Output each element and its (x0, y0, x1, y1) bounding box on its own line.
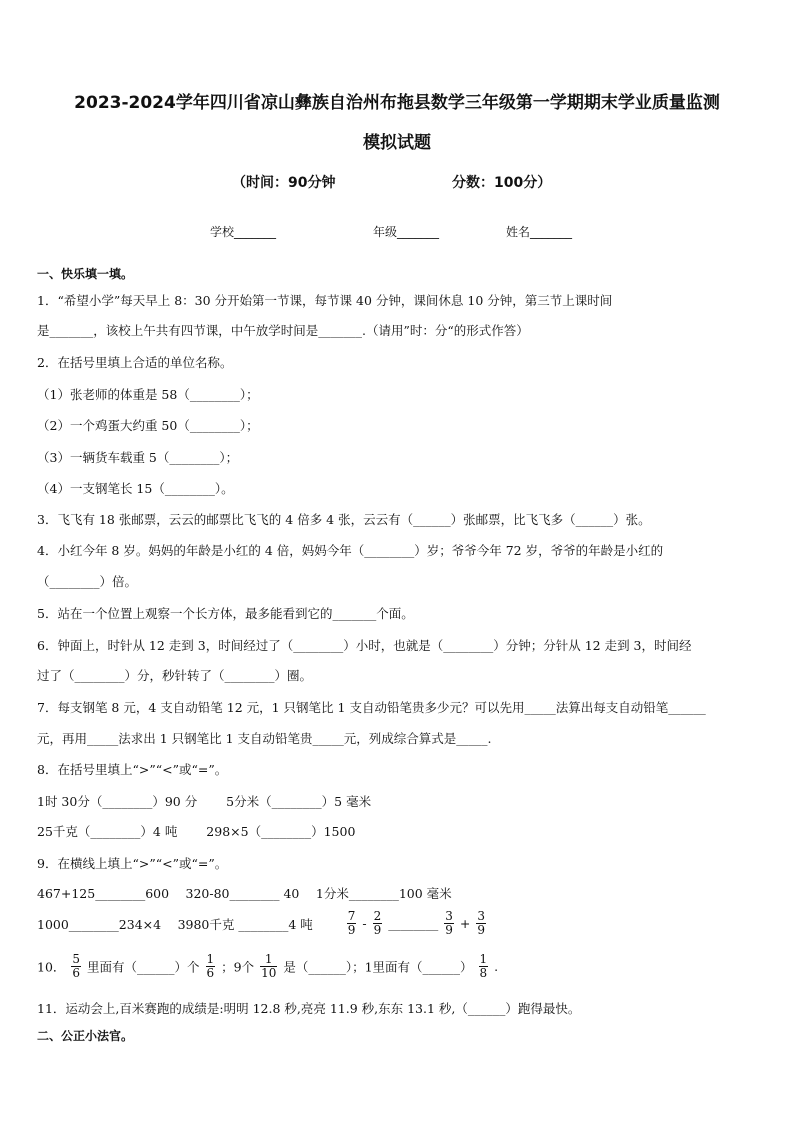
grade-field[interactable]: 年级_______ (373, 225, 440, 239)
fraction-1-8: $\frac{1}{8}$ (479, 952, 488, 980)
total-score: 分数：100分） (452, 175, 552, 191)
question-2-part-1: （1）张老师的体重是 58（________）； (37, 387, 259, 402)
fraction-3-9-b: $\frac{3}{9}$ (477, 909, 485, 937)
question-10-text-2: ；9个 (221, 959, 255, 975)
question-3: 3．飞飞有 18 张邮票，云云的邮票比飞飞的 4 倍多 4 张，云云有（______）张邮票，比飞飞多（______）张。 (37, 512, 651, 527)
fraction-7-9: $\frac{7}{9}$ (347, 909, 356, 937)
question-11: 11．运动会上,百米赛跑的成绩是:明明 12.8 秒,亮亮 11.9 秒,东东 13.1 秒,（______）跑得最快。 (37, 1001, 581, 1016)
fraction-1-10: $\frac{1}{10}$ (261, 952, 277, 980)
question-2-part-2: （2）一个鸡蛋大约重 50（________）； (37, 418, 259, 433)
question-7-line-2: 元，再用_____法求出 1 只钢笔比 1 支自动铅笔贵_____元，列成综合算式是_____. (37, 731, 492, 746)
fraction-5-6: $\frac{5}{6}$ (72, 952, 81, 980)
question-10-number: 10． (37, 959, 66, 975)
question-1-line-1: 1．“希望小学”每天早上 8：30 分开始第一节课，每节课 40 分钟，课间休息 10 分钟，第三节上课时间 (37, 293, 613, 308)
school-field[interactable]: 学校_______ (210, 225, 277, 239)
name-field[interactable]: 姓名_______ (506, 225, 573, 239)
minus-sign: - (362, 916, 367, 931)
section-heading-2: 二、公正小法官。 (37, 1029, 134, 1043)
fraction-2-9: $\frac{2}{9}$ (373, 909, 382, 937)
question-9-row-2-text: 1000________234×4 3980千克 ________4 吨 (37, 916, 313, 932)
question-8: 8．在括号里填上“>”“<”或“=”。 (37, 762, 228, 777)
page-title: 2023-2024学年四川省凉山彝族自治州布拖县数学三年级第一学期期末学业质量监测 (74, 93, 720, 113)
question-2-part-4: （4）一支钢笔长 15（________）。 (37, 481, 234, 496)
question-2: 2．在括号里填上合适的单位名称。 (37, 355, 233, 370)
page-title-continued: 模拟试题 (363, 133, 431, 153)
question-9: 9．在横线上填上“>”“<”或“=”。 (37, 856, 228, 871)
question-10-text-1: 里面有（______）个 (87, 959, 200, 975)
question-7-line-1: 7．每支钢笔 8 元，4 支自动铅笔 12 元，1 只钢笔比 1 支自动铅笔贵多少元？可以先用_____法算出每支自动铅笔______ (37, 700, 706, 715)
question-6-line-1: 6．钟面上，时针从 12 走到 3，时间经过了（________）小时，也就是（________）分钟；分针从 12 走到 3，时间经 (37, 638, 692, 653)
question-10-text-3: 是（______）；1里面有（______） (283, 959, 473, 975)
time-limit: （时间：90分钟 (232, 175, 336, 191)
fraction-1-6: $\frac{1}{6}$ (206, 952, 215, 980)
question-10 (37, 953, 498, 980)
question-4-line-2: （________）倍。 (37, 574, 138, 589)
question-8-row-1: 1时 30分（________）90 分 5分米（________）5 毫米 (37, 794, 372, 809)
question-9-row-1: 467+125________600 320-80________ 40 1分米________100 毫米 (37, 886, 452, 901)
section-heading-1: 一、快乐填一填。 (37, 267, 134, 281)
question-2-part-3: （3）一辆货车载重 5（________）； (37, 450, 239, 465)
question-8-row-2: 25千克（________）4 吨 298×5（________）1500 (37, 824, 356, 839)
question-4-line-1: 4．小红今年 8 岁。妈妈的年龄是小红的 4 倍，妈妈今年（________）岁；爷爷今年 72 岁，爷爷的年龄是小红的 (37, 543, 664, 558)
question-6-line-2: 过了（________）分，秒针转了（________）圈。 (37, 668, 313, 683)
question-1-line-2: 是_______，该校上午共有四节课，中午放学时间是_______.（请用”时：分“的形式作答） (37, 323, 529, 338)
question-9-row-2 (37, 910, 488, 937)
plus-sign: + (459, 916, 471, 931)
question-5: 5．站在一个位置上观察一个长方体，最多能看到它的_______个面。 (37, 606, 414, 621)
answer-blank[interactable]: ________ (388, 916, 439, 931)
fraction-3-9-a: $\frac{3}{9}$ (445, 909, 453, 937)
question-10-text-4: . (494, 959, 499, 974)
